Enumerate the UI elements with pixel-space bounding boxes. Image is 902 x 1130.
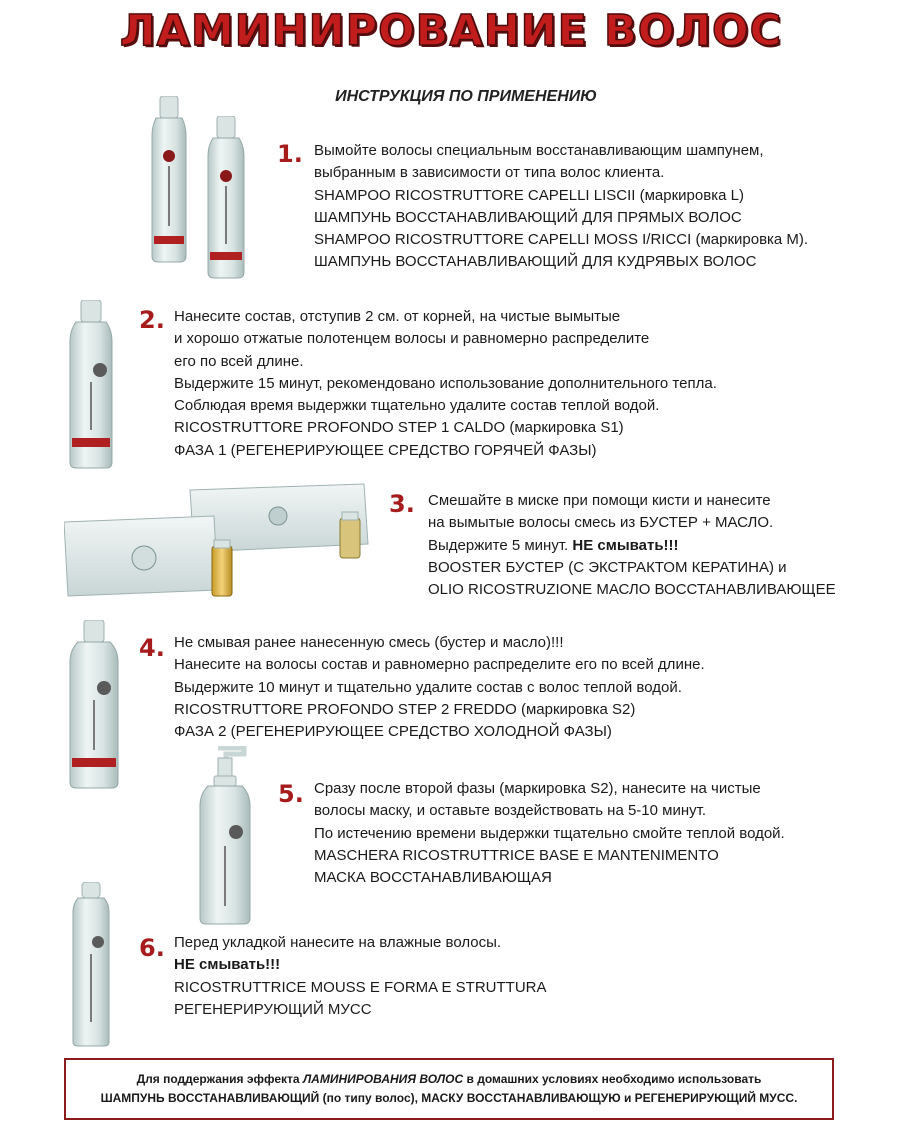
step-2-line: Соблюдая время выдержки тщательно удалите состав теплой водой. (174, 397, 660, 415)
step-3-line (428, 535, 836, 557)
step-6-line: Перед укладкой нанесите на влажные волосы. (174, 934, 502, 951)
step-5-text (314, 778, 785, 889)
step-4-line: RICOSTRUTTORE PROFONDO STEP 2 FREDDO (маркировка S2) (174, 700, 636, 718)
step-1-line: ШАМПУНЬ ВОССТАНАВЛИВАЮЩИЙ ДЛЯ КУДРЯВЫХ ВОЛОС (314, 253, 757, 271)
step-5-line: По истечению времени выдержки тщательно смойте теплой водой. (314, 824, 785, 842)
step-5-line: волосы маску, и оставьте воздействовать на 5-10 минут. (314, 802, 707, 820)
step-3-hold-time: Выдержите 5 минут. (428, 536, 573, 554)
step-3-line: на вымытые волосы смесь из БУСТЕР + МАСЛО. (428, 514, 774, 532)
footer-line-2: ШАМПУНЬ ВОССТАНАВЛИВАЮЩИЙ (по типу волос), МАСКУ ВОССТАНАВЛИВАЮЩУЮ и РЕГЕНЕРИРУЮЩИЙ МУСС. (100, 1091, 798, 1105)
step1-caldo-bottle-image (66, 300, 116, 470)
step-5-line: МАСКА ВОССТАНАВЛИВАЮЩАЯ (314, 869, 552, 887)
booster-oil-boxes-image (64, 482, 374, 610)
step-3-line: OLIO RICOSTRUZIONE МАСЛО ВОССТАНАВЛИВАЮЩЕЕ (428, 581, 836, 599)
step-3-line: BOOSTER БУСТЕР (С ЭКСТРАКТОМ КЕРАТИНА) и (428, 558, 787, 576)
footer-line-1 (66, 1070, 832, 1089)
step-1-number: 1. (277, 140, 303, 168)
step-4-number: 4. (139, 634, 165, 662)
step-2-line: его по всей длине. (174, 352, 304, 370)
step-4-line: Выдержите 10 минут и тщательно удалите состав с волос теплой водой. (174, 678, 682, 696)
step-5-line: Сразу после второй фазы (маркировка S2), нанесите на чистые (314, 780, 761, 797)
step-2-line: RICOSTRUTTORE PROFONDO STEP 1 CALDO (маркировка S1) (174, 419, 624, 437)
step-1-line: выбранным в зависимости от типа волос клиента. (314, 164, 665, 182)
step-5-number: 5. (278, 780, 304, 808)
step-4-text (174, 632, 705, 743)
step-4-line: ФАЗА 2 (РЕГЕНЕРИРУЮЩЕЕ СРЕДСТВО ХОЛОДНОЙ ФАЗЫ) (174, 723, 612, 741)
step-6-text (174, 932, 547, 1021)
step-2-line: Выдержите 15 минут, рекомендовано использование дополнительного тепла. (174, 374, 717, 392)
footer-text: Для поддержания эффекта (136, 1072, 303, 1086)
step-3-number: 3. (389, 490, 415, 518)
step-1-text (314, 140, 808, 274)
step-1-line: Вымойте волосы специальным восстанавливающим шампунем, (314, 142, 764, 159)
page-subtitle: ИНСТРУКЦИЯ ПО ПРИМЕНЕНИЮ (335, 88, 597, 105)
step-2-line: ФАЗА 1 (РЕГЕНЕРИРУЮЩЕЕ СРЕДСТВО ГОРЯЧЕЙ ФАЗЫ) (174, 441, 597, 459)
step-3-text (428, 490, 836, 601)
step-2-number: 2. (139, 306, 165, 334)
step-6-line: RICOSTRUTTRICE MOUSS E FORMA E STRUTTURA (174, 978, 547, 996)
step-3-warning: НЕ смывать!!! (572, 536, 679, 554)
footer-text: в домашних условиях необходимо использовать (463, 1072, 762, 1086)
shampoo-bottle-1-image (148, 96, 190, 264)
step-6-line: РЕГЕНЕРИРУЮЩИЙ МУСС (174, 1000, 372, 1018)
step-2-line: Нанесите состав, отступив 2 см. от корней, на чистые вымытые (174, 308, 621, 325)
step-6-number: 6. (139, 934, 165, 962)
step-1-line: SHAMPOO RICOSTRUTTORE CAPELLI MOSS I/RICCI (маркировка M). (314, 231, 809, 249)
step-1-line: ШАМПУНЬ ВОССТАНАВЛИВАЮЩИЙ ДЛЯ ПРЯМЫХ ВОЛОС (314, 208, 742, 226)
mousse-can-image (70, 882, 112, 1048)
step-2-text (174, 306, 717, 462)
step-2-line: и хорошо отжатые полотенцем волосы и равномерно распределите (174, 330, 650, 348)
step-4-line: Нанесите на волосы состав и равномерно распределите его по всей длине. (174, 656, 705, 674)
page-title: ЛАМИНИРОВАНИЕ ВОЛОС (119, 6, 783, 56)
footer-emphasis: ЛАМИНИРОВАНИЯ ВОЛОС (302, 1072, 464, 1086)
step-5-line: MASCHERA RICOSTRUTTRICE BASE E MANTENIMENTO (314, 846, 719, 864)
footer-note (64, 1058, 834, 1120)
step-3-line: Смешайте в миске при помощи кисти и нанесите (428, 492, 771, 509)
shampoo-bottle-2-image (204, 116, 248, 280)
step2-freddo-bottle-image (66, 620, 122, 790)
mask-pump-bottle-image (196, 746, 254, 926)
step-1-line: SHAMPOO RICOSTRUTTORE CAPELLI LISCII (маркировка L) (314, 186, 744, 204)
step-6-warning: НЕ смывать!!! (174, 956, 281, 974)
step-4-line: Не смывая ранее нанесенную смесь (бустер и масло)!!! (174, 634, 564, 651)
